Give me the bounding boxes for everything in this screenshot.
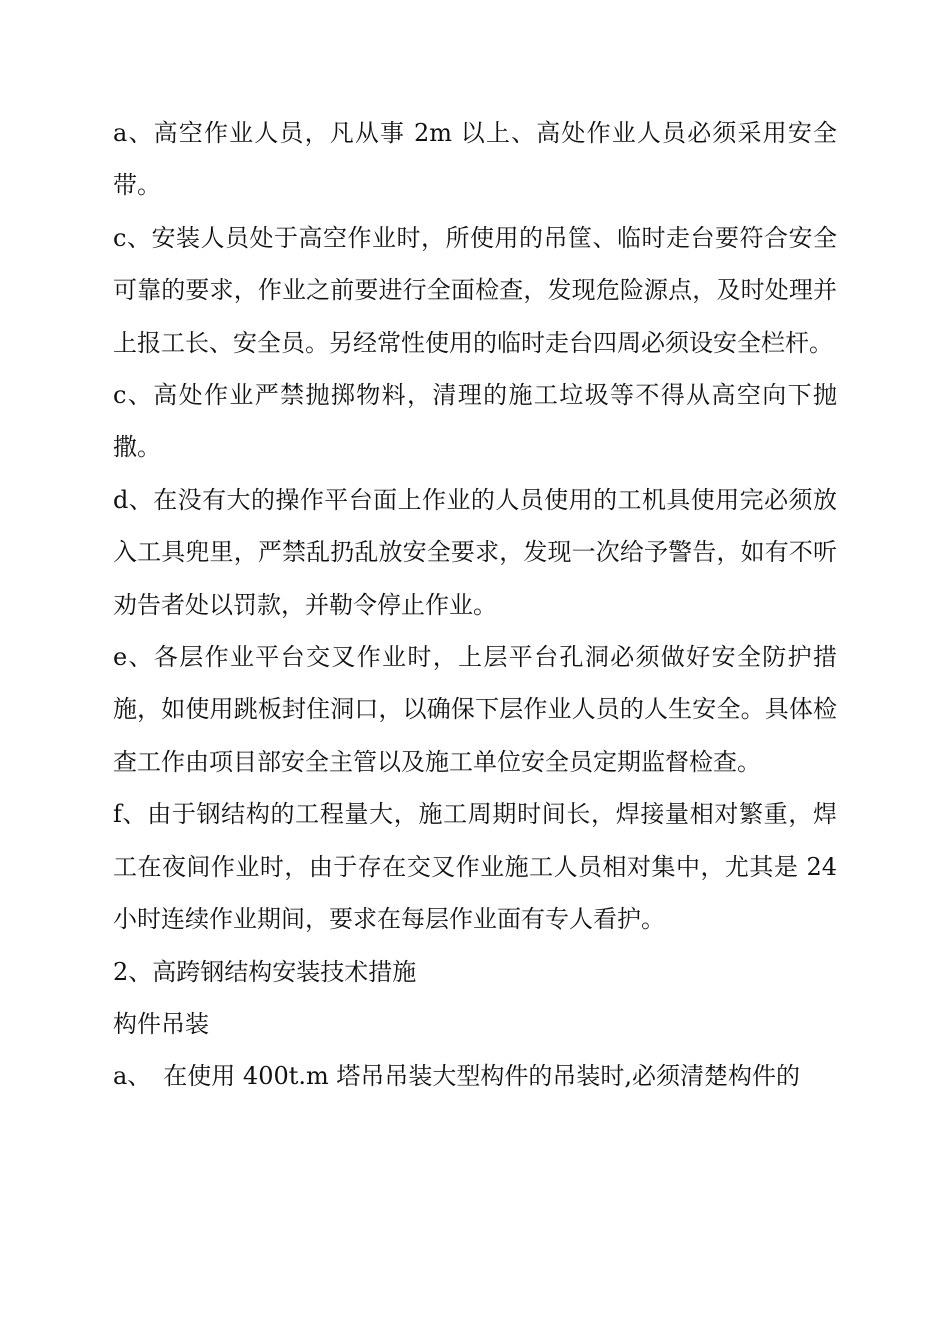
paragraph-safety-belt: a、高空作业人员，凡从事 2m 以上、高处作业人员必须采用安全带。 [113, 119, 837, 200]
paragraph-no-throwing: c、高处作业严禁抛掷物料，清理的施工垃圾等不得从高空向下抛撒。 [113, 381, 837, 462]
subsection-heading: 构件吊装 [113, 1009, 209, 1038]
paragraph-tower-crane: a、 在使用 400t.m 塔吊吊装大型构件的吊装时,必须清楚构件的 [113, 1062, 801, 1091]
document-body [113, 107, 837, 1103]
paragraph-cross-operation: e、各层作业平台交叉作业时，上层平台孔洞必须做好安全防护措施，如使用跳板封住洞口，以确保下层作业人员的人生安全。具体检查工作由项目部安全主管以及施工单位安全员定期监督检查。 [113, 643, 837, 776]
paragraph-hanging-basket: c、安装人员处于高空作业时，所使用的吊筐、临时走台要符合安全可靠的要求，作业之前要进行全面检查，发现危险源点，及时处理并上报工长、安全员。另经常性使用的临时走台四周必须设安全栏杆。 [113, 223, 837, 357]
paragraph-tool-pouch: d、在没有大的操作平台面上作业的人员使用的工机具使用完必须放入工具兜里，严禁乱扔乱放安全要求，发现一次给予警告，如有不听劝告者处以罚款，并勒令停止作业。 [113, 485, 837, 619]
paragraph-night-welding: f、由于钢结构的工程量大，施工周期时间长，焊接量相对繁重，焊工在夜间作业时，由于存在交叉作业施工人员相对集中，尤其是 24 小时连续作业期间，要求在每层作业面有专人看护。 [113, 800, 837, 934]
section-heading: 2、高跨钢结构安装技术措施 [113, 957, 417, 986]
